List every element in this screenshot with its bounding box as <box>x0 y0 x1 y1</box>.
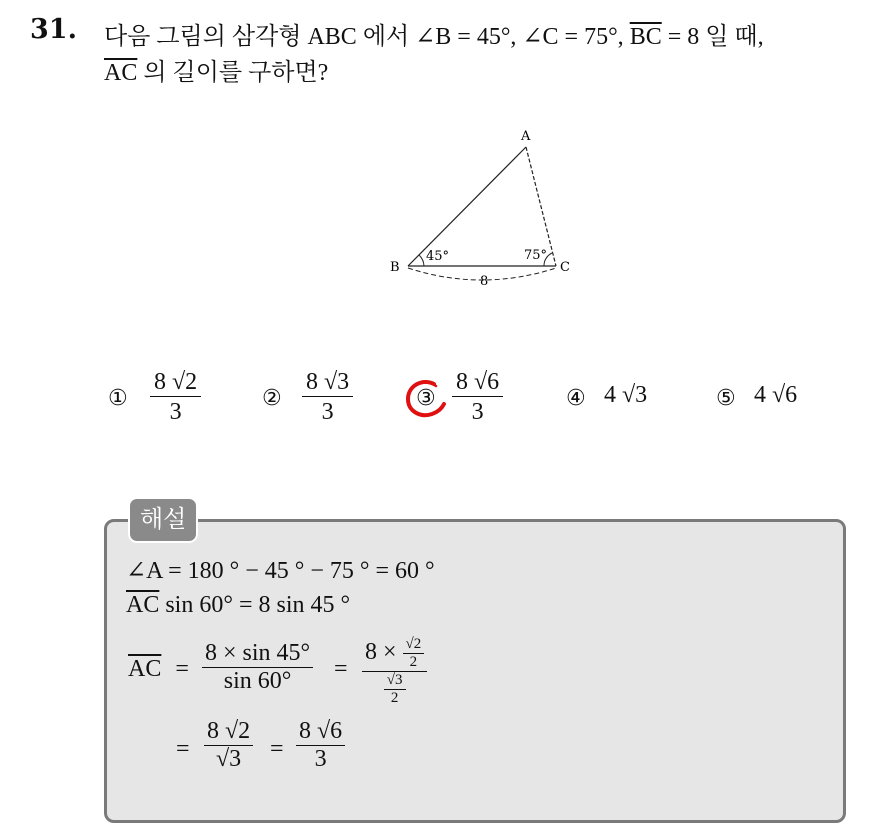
choice-3-number: ③ <box>416 386 436 411</box>
triangle-figure <box>380 120 600 300</box>
choice-1-numerator: 8 √2 <box>150 368 201 397</box>
angle-c-label: 75° <box>524 248 548 263</box>
frac2-denominator: 3 <box>314 746 327 772</box>
question-number: 31. <box>30 14 77 45</box>
choice-1-denominator: 3 <box>169 399 182 425</box>
equals-sign-2: = <box>334 656 348 682</box>
explanation-line-2-rest: sin 60° = 8 sin 45 ° <box>159 592 351 618</box>
sqrt2: √2 <box>403 636 425 654</box>
angle-b-label: 45° <box>426 249 450 264</box>
explanation-line-3-lhs <box>128 656 189 683</box>
segment-ac-3: $\overline{AC}$ <box>128 656 162 682</box>
frac2-numerator: 8 √6 <box>296 718 345 746</box>
vertex-c-label: C <box>560 260 570 275</box>
choice-2-fraction <box>302 368 353 427</box>
equals-sign-4: = <box>270 736 284 762</box>
sin-ratio-numerator: 8 × sin 45° <box>202 640 313 668</box>
segment-ac: $\overline{AC}$ <box>104 60 138 86</box>
explanation-line-1: ∠A = 180 ° − 45 ° − 75 ° = 60 ° <box>126 558 435 584</box>
explanation-tag: 해설 <box>128 497 198 543</box>
choice-4-number: ④ <box>566 386 586 411</box>
choice-2-numerator: 8 √3 <box>302 368 353 397</box>
vertex-b-label: B <box>390 260 400 275</box>
equals-sign: = <box>175 656 189 682</box>
answer-circle-mark <box>404 378 450 420</box>
complex-numerator-pre: 8 × <box>365 639 403 666</box>
complex-fraction <box>362 636 427 707</box>
segment-bc: $\overline{BC}$ <box>629 24 662 50</box>
equals-sign-3: = <box>176 736 190 762</box>
frac1-numerator: 8 √2 <box>204 718 253 746</box>
explanation-line-4-frac2 <box>296 718 345 773</box>
explanation-line-3-frac <box>202 640 313 695</box>
question-line-2 <box>104 52 328 87</box>
frac1-denominator: √3 <box>216 746 242 772</box>
two: 2 <box>409 654 418 670</box>
choice-1[interactable] <box>108 368 208 432</box>
segment-ac-2: $\overline{AC}$ <box>126 592 160 618</box>
choice-1-number: ① <box>108 386 128 411</box>
question-text: 다음 그림의 삼각형 ABC 에서 ∠B = 45°, ∠C = 75°, <box>104 24 630 50</box>
choice-1-fraction <box>150 368 201 427</box>
choice-5[interactable] <box>716 368 816 432</box>
explanation-line-2 <box>126 592 350 619</box>
side-bc-label: 8 <box>480 274 489 289</box>
sqrt2-over-2 <box>403 636 425 671</box>
explanation-line-3-complex-frac <box>362 636 427 707</box>
choice-4[interactable] <box>566 368 666 432</box>
vertex-a-label: A <box>521 129 531 144</box>
sin-ratio-fraction <box>202 640 313 695</box>
sqrt3: √3 <box>384 672 406 690</box>
complex-denominator <box>362 672 427 707</box>
angle-b-arc <box>419 255 424 266</box>
choice-2-number: ② <box>262 386 282 411</box>
complex-numerator <box>362 636 427 672</box>
choice-5-number: ⑤ <box>716 386 736 411</box>
choice-3-denominator: 3 <box>471 399 484 425</box>
question-text-2: 의 길이를 구하면? <box>137 60 329 86</box>
choice-3-fraction <box>452 368 503 427</box>
choice-2-denominator: 3 <box>321 399 334 425</box>
sin-ratio-denominator: sin 60° <box>223 668 292 694</box>
question-line-1 <box>104 16 764 51</box>
frac-8sqrt2-over-sqrt3 <box>204 718 253 773</box>
sqrt3-over-2 <box>384 672 406 707</box>
two-2: 2 <box>390 690 399 706</box>
choice-2[interactable] <box>262 368 362 432</box>
explanation-line-4-frac1 <box>204 718 253 773</box>
choice-5-value: 4 √6 <box>754 382 798 408</box>
frac-8sqrt6-over-3 <box>296 718 345 773</box>
question-text-end: = 8 일 때, <box>661 24 764 50</box>
choice-4-value: 4 √3 <box>604 382 648 408</box>
choice-3-numerator: 8 √6 <box>452 368 503 397</box>
